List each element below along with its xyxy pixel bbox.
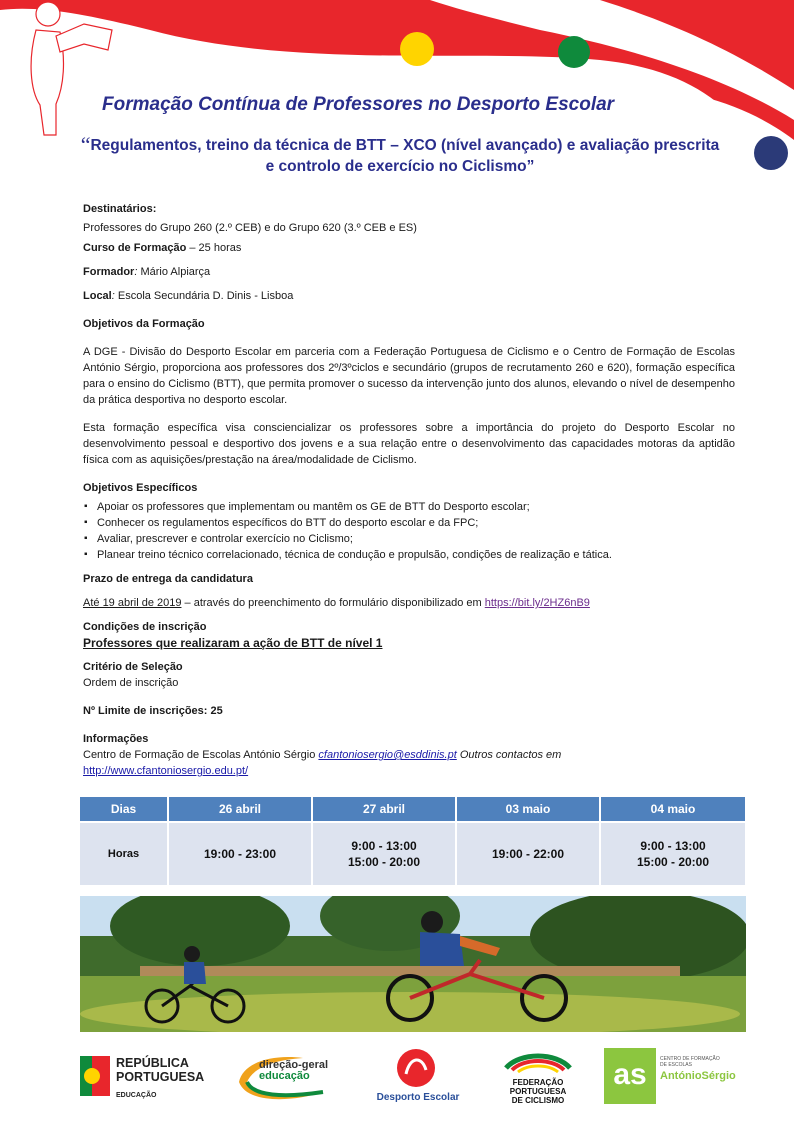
prazo-line	[83, 595, 735, 611]
subtitle-line-1: Regulamentos, treino da técnica de BTT – XCO (nível avançado) e avaliação prescrita	[90, 137, 720, 154]
republica-line-2: PORTUGUESA	[116, 1070, 205, 1084]
time-range: 19:00 - 22:00	[491, 847, 565, 861]
criterio-heading: Critério de Seleção	[83, 661, 183, 673]
table-cell	[456, 822, 600, 885]
time-range: 15:00 - 20:00	[636, 855, 710, 869]
list-item: ▪ Avaliar, prescrever e controlar exercício no Ciclismo;	[83, 531, 735, 547]
subtitle-line-2: e controlo de exercício no Ciclismo”	[265, 158, 535, 175]
list-item: ▪ Conhecer os regulamentos específicos do BTT do desporto escolar e da FPC;	[83, 515, 735, 531]
table-cell	[312, 822, 456, 885]
fpc-line-1: FEDERAÇÃO	[512, 1078, 564, 1087]
logo-dge	[233, 1048, 343, 1108]
criterio-text: Ordem de inscrição	[83, 677, 179, 689]
contact-email-link[interactable]: cfantoniosergio@esddinis.pt	[318, 749, 457, 761]
column-header: Dias	[80, 797, 168, 822]
table-cell	[168, 822, 312, 885]
objetivos-paragraph-2: Esta formação específica visa consciencializar os professores sobre a importância do projeto do Desporto Escolar no desenvolvimento pessoal e desportivo dos jovens e a sua relação entre o desenvolvimento das capacidades motoras da aptidão física com as aquisições/prestação na área/modalidade de Ciclismo.	[83, 422, 735, 466]
subtitle-open-quote: “	[80, 132, 91, 157]
destinatarios-label: Destinatários:	[83, 203, 157, 215]
informacoes-text-1: Centro de Formação de Escolas António Sérgio	[83, 749, 319, 761]
logo-republica-portuguesa	[80, 1048, 220, 1108]
time-range: 9:00 - 13:00	[640, 839, 706, 853]
as-line-1: CENTRO DE FORMAÇÃO DE ESCOLAS	[660, 1056, 720, 1068]
dge-line-2: educação	[259, 1070, 310, 1082]
objetivos-heading: Objetivos da Formação	[83, 318, 205, 330]
formador-sep: :	[134, 266, 141, 278]
logo-fpc	[500, 1048, 576, 1108]
desporto-escolar-icon	[396, 1048, 436, 1088]
green-dot	[558, 36, 590, 68]
navy-dot	[754, 136, 788, 170]
fpc-line-3: DE CICLISMO	[511, 1096, 565, 1105]
informacoes-line	[83, 747, 735, 763]
condicoes-text: Professores que realizaram a ação de BTT de nível 1	[83, 636, 383, 650]
website-link[interactable]: http://www.cfantoniosergio.edu.pt/	[83, 765, 249, 777]
logo-desporto-escolar	[366, 1048, 470, 1108]
dge-line-1: direção-geral	[259, 1059, 329, 1071]
as-mark: as	[604, 1048, 656, 1104]
local-text: Escola Secundária D. Dinis - Lisboa	[117, 290, 294, 302]
time-range: 19:00 - 23:00	[203, 847, 277, 861]
list-item: ▪ Planear treino técnico correlacionado, técnica de condução e propulsão, condições de realização e tática.	[83, 547, 735, 563]
schedule-table	[80, 797, 745, 885]
fpc-emblem-icon	[500, 1050, 576, 1074]
curso-label: Curso de Formação	[83, 242, 187, 254]
column-header: 04 maio	[600, 797, 745, 822]
local-line	[83, 288, 735, 304]
republica-emblem-icon	[80, 1056, 110, 1096]
especificos-list	[83, 499, 735, 563]
row-label: Horas	[80, 822, 168, 885]
table-row	[80, 822, 745, 885]
yellow-dot	[400, 32, 434, 66]
table-header-row	[80, 797, 745, 822]
desporto-escolar-text: Desporto Escolar	[376, 1092, 460, 1103]
column-header: 03 maio	[456, 797, 600, 822]
curso-line	[83, 240, 735, 256]
page-title: Formação Contínua de Professores no Desporto Escolar	[102, 94, 615, 115]
formador-line	[83, 264, 735, 280]
time-range: 15:00 - 20:00	[347, 855, 421, 869]
local-label: Local	[83, 290, 112, 302]
limite-text: Nº Limite de inscrições: 25	[83, 705, 223, 717]
prazo-heading: Prazo de entrega da candidatura	[83, 573, 253, 585]
formador-text: Mário Alpiarça	[140, 266, 211, 278]
cycling-photo	[80, 896, 746, 1032]
republica-line-1: REPÚBLICA	[116, 1056, 189, 1070]
local-sep: :	[111, 290, 118, 302]
column-header: 26 abril	[168, 797, 312, 822]
logo-antonio-sergio	[604, 1048, 736, 1108]
informacoes-heading: Informações	[83, 733, 149, 745]
especificos-heading: Objetivos Específicos	[83, 482, 198, 494]
informacoes-text-2: Outros contactos em	[456, 749, 562, 761]
table-cell	[600, 822, 745, 885]
curso-text: – 25 horas	[186, 242, 242, 254]
prazo-date: Até 19 abril de 2019	[83, 597, 182, 609]
main-content	[83, 201, 735, 779]
list-item: ▪ Apoiar os professores que implementam ou mantêm os GE de BTT do Desporto escolar;	[83, 499, 735, 515]
fpc-line-2: PORTUGUESA	[509, 1087, 567, 1096]
time-range: 9:00 - 13:00	[351, 839, 417, 853]
objetivos-paragraph-1: A DGE - Divisão do Desporto Escolar em parceria com a Federação Portuguesa de Ciclismo e o Centro de Formação de Escolas António Sérgio, proporciona aos professores dos 2º/3ºciclos e secundário (grupos de recrutamento 260 e 620), formação específica para o ensino do Ciclismo (BTT), que permita promover o sucesso da intervenção junto dos alunos, elevando o nível de desempenho da prática desportiva no desporto escolar.	[83, 346, 735, 406]
column-header: 27 abril	[312, 797, 456, 822]
course-subtitle	[60, 134, 740, 177]
republica-line-3: EDUCAÇÃO	[116, 1092, 157, 1099]
destinatarios-text: Professores do Grupo 260 (2.º CEB) e do Grupo 620 (3.º CEB e ES)	[83, 222, 417, 234]
as-line-2: AntónioSérgio	[660, 1070, 736, 1082]
formador-label: Formador	[83, 266, 135, 278]
application-form-link[interactable]: https://bit.ly/2HZ6nB9	[484, 597, 590, 609]
condicoes-heading: Condições de inscrição	[83, 621, 207, 633]
prazo-middle: – através do preenchimento do formulário disponibilizado em	[181, 597, 485, 609]
